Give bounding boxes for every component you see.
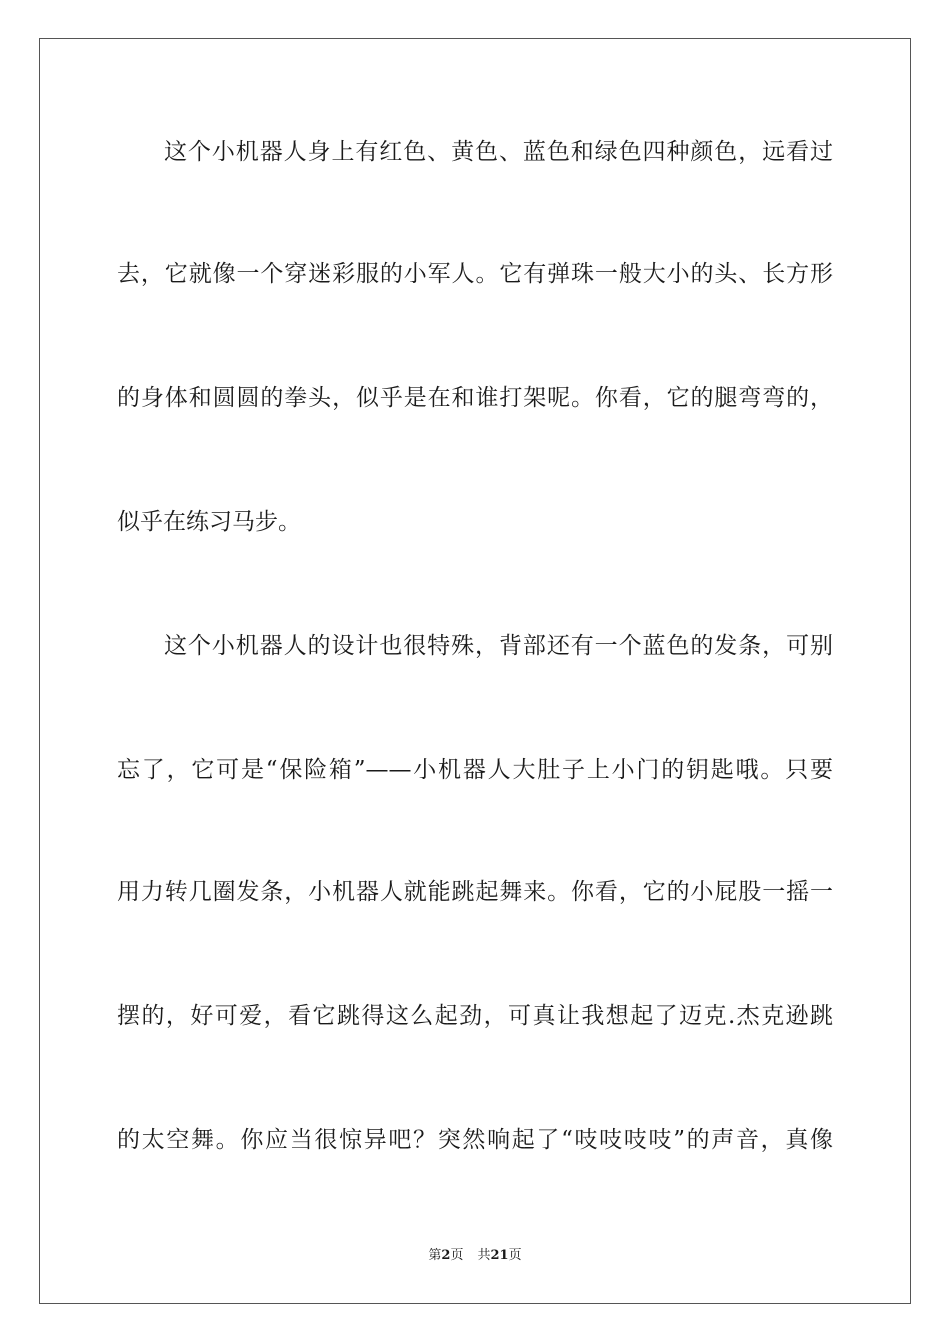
page-border (39, 38, 911, 1304)
total-pages: 21 (490, 1248, 509, 1263)
paragraph-1-line-3: 的身体和圆圆的拳头，似乎是在和谁打架呢。你看，它的腿弯弯的， (117, 385, 833, 411)
paragraph-1-line-1: 这个小机器人身上有红色、黄色、蓝色和绿色四种颜色，远看过 (164, 139, 833, 165)
paragraph-2-line-2: 忘了，它可是“保险箱”——小机器人大肚子上小门的钥匙哦。只要 (117, 757, 833, 783)
page-prefix: 第 (428, 1248, 442, 1263)
total-prefix: 共 (477, 1248, 491, 1263)
page-number: 2 (441, 1248, 451, 1263)
paragraph-1-line-2: 去，它就像一个穿迷彩服的小军人。它有弹珠一般大小的头、长方形 (117, 261, 833, 287)
page-suffix: 页 (450, 1248, 464, 1263)
paragraph-2-line-3: 用力转几圈发条，小机器人就能跳起舞来。你看，它的小屁股一摇一 (117, 879, 833, 905)
paragraph-2-line-4: 摆的，好可爱，看它跳得这么起劲，可真让我想起了迈克.杰克逊跳 (117, 1003, 833, 1029)
total-suffix: 页 (508, 1248, 522, 1263)
paragraph-2-line-1: 这个小机器人的设计也很特殊，背部还有一个蓝色的发条，可别 (164, 633, 833, 659)
page-footer (0, 1248, 950, 1264)
paragraph-2-line-5: 的太空舞。你应当很惊异吧？突然响起了“吱吱吱吱”的声音，真像 (117, 1127, 833, 1153)
paragraph-1-line-4: 似乎在练习马步。 (117, 509, 301, 535)
